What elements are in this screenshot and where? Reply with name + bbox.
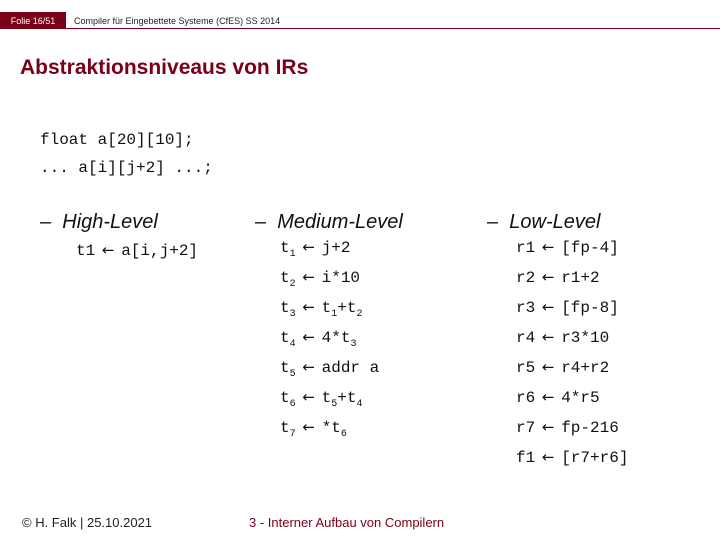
low-level-rhs: r3*10 bbox=[561, 329, 610, 347]
low-level-lhs: r4 bbox=[516, 329, 536, 347]
footer-author: © H. Falk | 25.10.2021 bbox=[22, 515, 153, 530]
medium-level-row bbox=[280, 267, 360, 288]
subscript: 1 bbox=[331, 309, 338, 320]
subscript: 3 bbox=[289, 309, 296, 320]
low-level-rhs: 4*r5 bbox=[561, 389, 600, 407]
header-divider bbox=[66, 28, 720, 29]
medium-level-lhs: $t_3$ bbox=[280, 299, 296, 320]
medium-level-row bbox=[280, 327, 356, 348]
footer-chapter: 3 - Interner Aufbau von Compilern bbox=[249, 515, 445, 530]
high-level-lhs: t1 bbox=[76, 242, 96, 260]
medium-level-lhs: $t_4$ bbox=[280, 329, 296, 350]
medium-level-row bbox=[280, 417, 347, 438]
medium-level-rhs: $*t_6$ bbox=[321, 419, 347, 440]
assign-arrow-icon: ← bbox=[302, 268, 315, 286]
bullet-dash: – bbox=[255, 211, 267, 233]
slide-title: Abstraktionsniveaus von IRs bbox=[20, 56, 309, 79]
slide-number: Folie 16/51 bbox=[0, 12, 66, 29]
assign-arrow-icon: ← bbox=[541, 298, 555, 316]
low-level-row bbox=[516, 327, 609, 348]
subscript: 6 bbox=[340, 429, 347, 440]
medium-level-row bbox=[280, 357, 379, 378]
bullet-dash: – bbox=[487, 211, 499, 233]
low-level-row bbox=[516, 387, 600, 408]
medium-level-rhs: i*10 bbox=[321, 269, 361, 287]
low-level-lhs: r2 bbox=[516, 269, 536, 287]
subscript: 2 bbox=[289, 279, 296, 290]
medium-level-lhs: $t_1$ bbox=[280, 239, 296, 260]
medium-level-rhs: $t_1+t_2$ bbox=[321, 299, 363, 320]
medium-level-rhs: $4*t_3$ bbox=[321, 329, 357, 350]
assign-arrow-icon: ← bbox=[101, 241, 115, 259]
assign-arrow-icon: ← bbox=[302, 358, 315, 376]
low-level-rhs: r1+2 bbox=[561, 269, 600, 287]
low-level-rhs: [fp-8] bbox=[561, 299, 619, 317]
subscript: 2 bbox=[356, 309, 363, 320]
low-level-label: Low-Level bbox=[509, 211, 601, 233]
medium-level-lhs: $t_5$ bbox=[280, 359, 296, 380]
high-level-heading bbox=[40, 211, 158, 234]
medium-level-label: Medium-Level bbox=[277, 211, 403, 233]
low-level-heading bbox=[487, 211, 600, 234]
assign-arrow-icon: ← bbox=[302, 298, 315, 316]
low-level-lhs: r3 bbox=[516, 299, 536, 317]
subscript: 6 bbox=[289, 399, 296, 410]
assign-arrow-icon: ← bbox=[541, 388, 555, 406]
medium-level-lhs: $t_2$ bbox=[280, 269, 296, 290]
medium-level-row bbox=[280, 297, 362, 318]
low-level-row bbox=[516, 297, 619, 318]
low-level-row bbox=[516, 267, 600, 288]
assign-arrow-icon: ← bbox=[302, 328, 315, 346]
low-level-lhs: r5 bbox=[516, 359, 536, 377]
subscript: 5 bbox=[331, 399, 338, 410]
low-level-lhs: r6 bbox=[516, 389, 536, 407]
low-level-row bbox=[516, 447, 628, 468]
low-level-rhs: [r7+r6] bbox=[561, 449, 629, 467]
low-level-lhs: r1 bbox=[516, 239, 536, 257]
assign-arrow-icon: ← bbox=[541, 268, 555, 286]
low-level-lhs: f1 bbox=[516, 449, 536, 467]
code-line-1: float a[20][10]; bbox=[40, 131, 194, 149]
medium-level-lhs: $t_7$ bbox=[280, 419, 296, 440]
assign-arrow-icon: ← bbox=[302, 418, 315, 436]
assign-arrow-icon: ← bbox=[541, 448, 555, 466]
medium-level-row bbox=[280, 237, 350, 258]
subscript: 4 bbox=[289, 339, 296, 350]
assign-arrow-icon: ← bbox=[541, 238, 555, 256]
low-level-rhs: fp-216 bbox=[561, 419, 619, 437]
subscript: 7 bbox=[289, 429, 296, 440]
low-level-rhs: [fp-4] bbox=[561, 239, 619, 257]
subscript: 3 bbox=[350, 339, 357, 350]
high-level-rhs: a[i,j+2] bbox=[121, 242, 199, 260]
assign-arrow-icon: ← bbox=[541, 328, 555, 346]
low-level-lhs: r7 bbox=[516, 419, 536, 437]
low-level-row bbox=[516, 417, 619, 438]
low-level-rhs: r4+r2 bbox=[561, 359, 610, 377]
low-level-row bbox=[516, 357, 609, 378]
high-level-row bbox=[76, 240, 198, 261]
assign-arrow-icon: ← bbox=[541, 418, 555, 436]
subscript: 5 bbox=[289, 369, 296, 380]
medium-level-heading bbox=[255, 211, 403, 234]
medium-level-rhs: addr a bbox=[321, 359, 380, 377]
assign-arrow-icon: ← bbox=[302, 238, 315, 256]
course-title: Compiler für Eingebettete Systeme (CfES) SS 2014 bbox=[74, 15, 281, 26]
medium-level-row bbox=[280, 387, 362, 408]
medium-level-rhs: $t_5+t_4$ bbox=[321, 389, 363, 410]
bullet-dash: – bbox=[40, 211, 52, 233]
code-line-2: ... a[i][j+2] ...; bbox=[40, 159, 213, 177]
high-level-label: High-Level bbox=[62, 211, 158, 233]
medium-level-lhs: $t_6$ bbox=[280, 389, 296, 410]
assign-arrow-icon: ← bbox=[302, 388, 315, 406]
assign-arrow-icon: ← bbox=[541, 358, 555, 376]
medium-level-rhs: j+2 bbox=[321, 239, 351, 257]
low-level-row bbox=[516, 237, 619, 258]
subscript: 4 bbox=[356, 399, 363, 410]
subscript: 1 bbox=[289, 249, 296, 260]
